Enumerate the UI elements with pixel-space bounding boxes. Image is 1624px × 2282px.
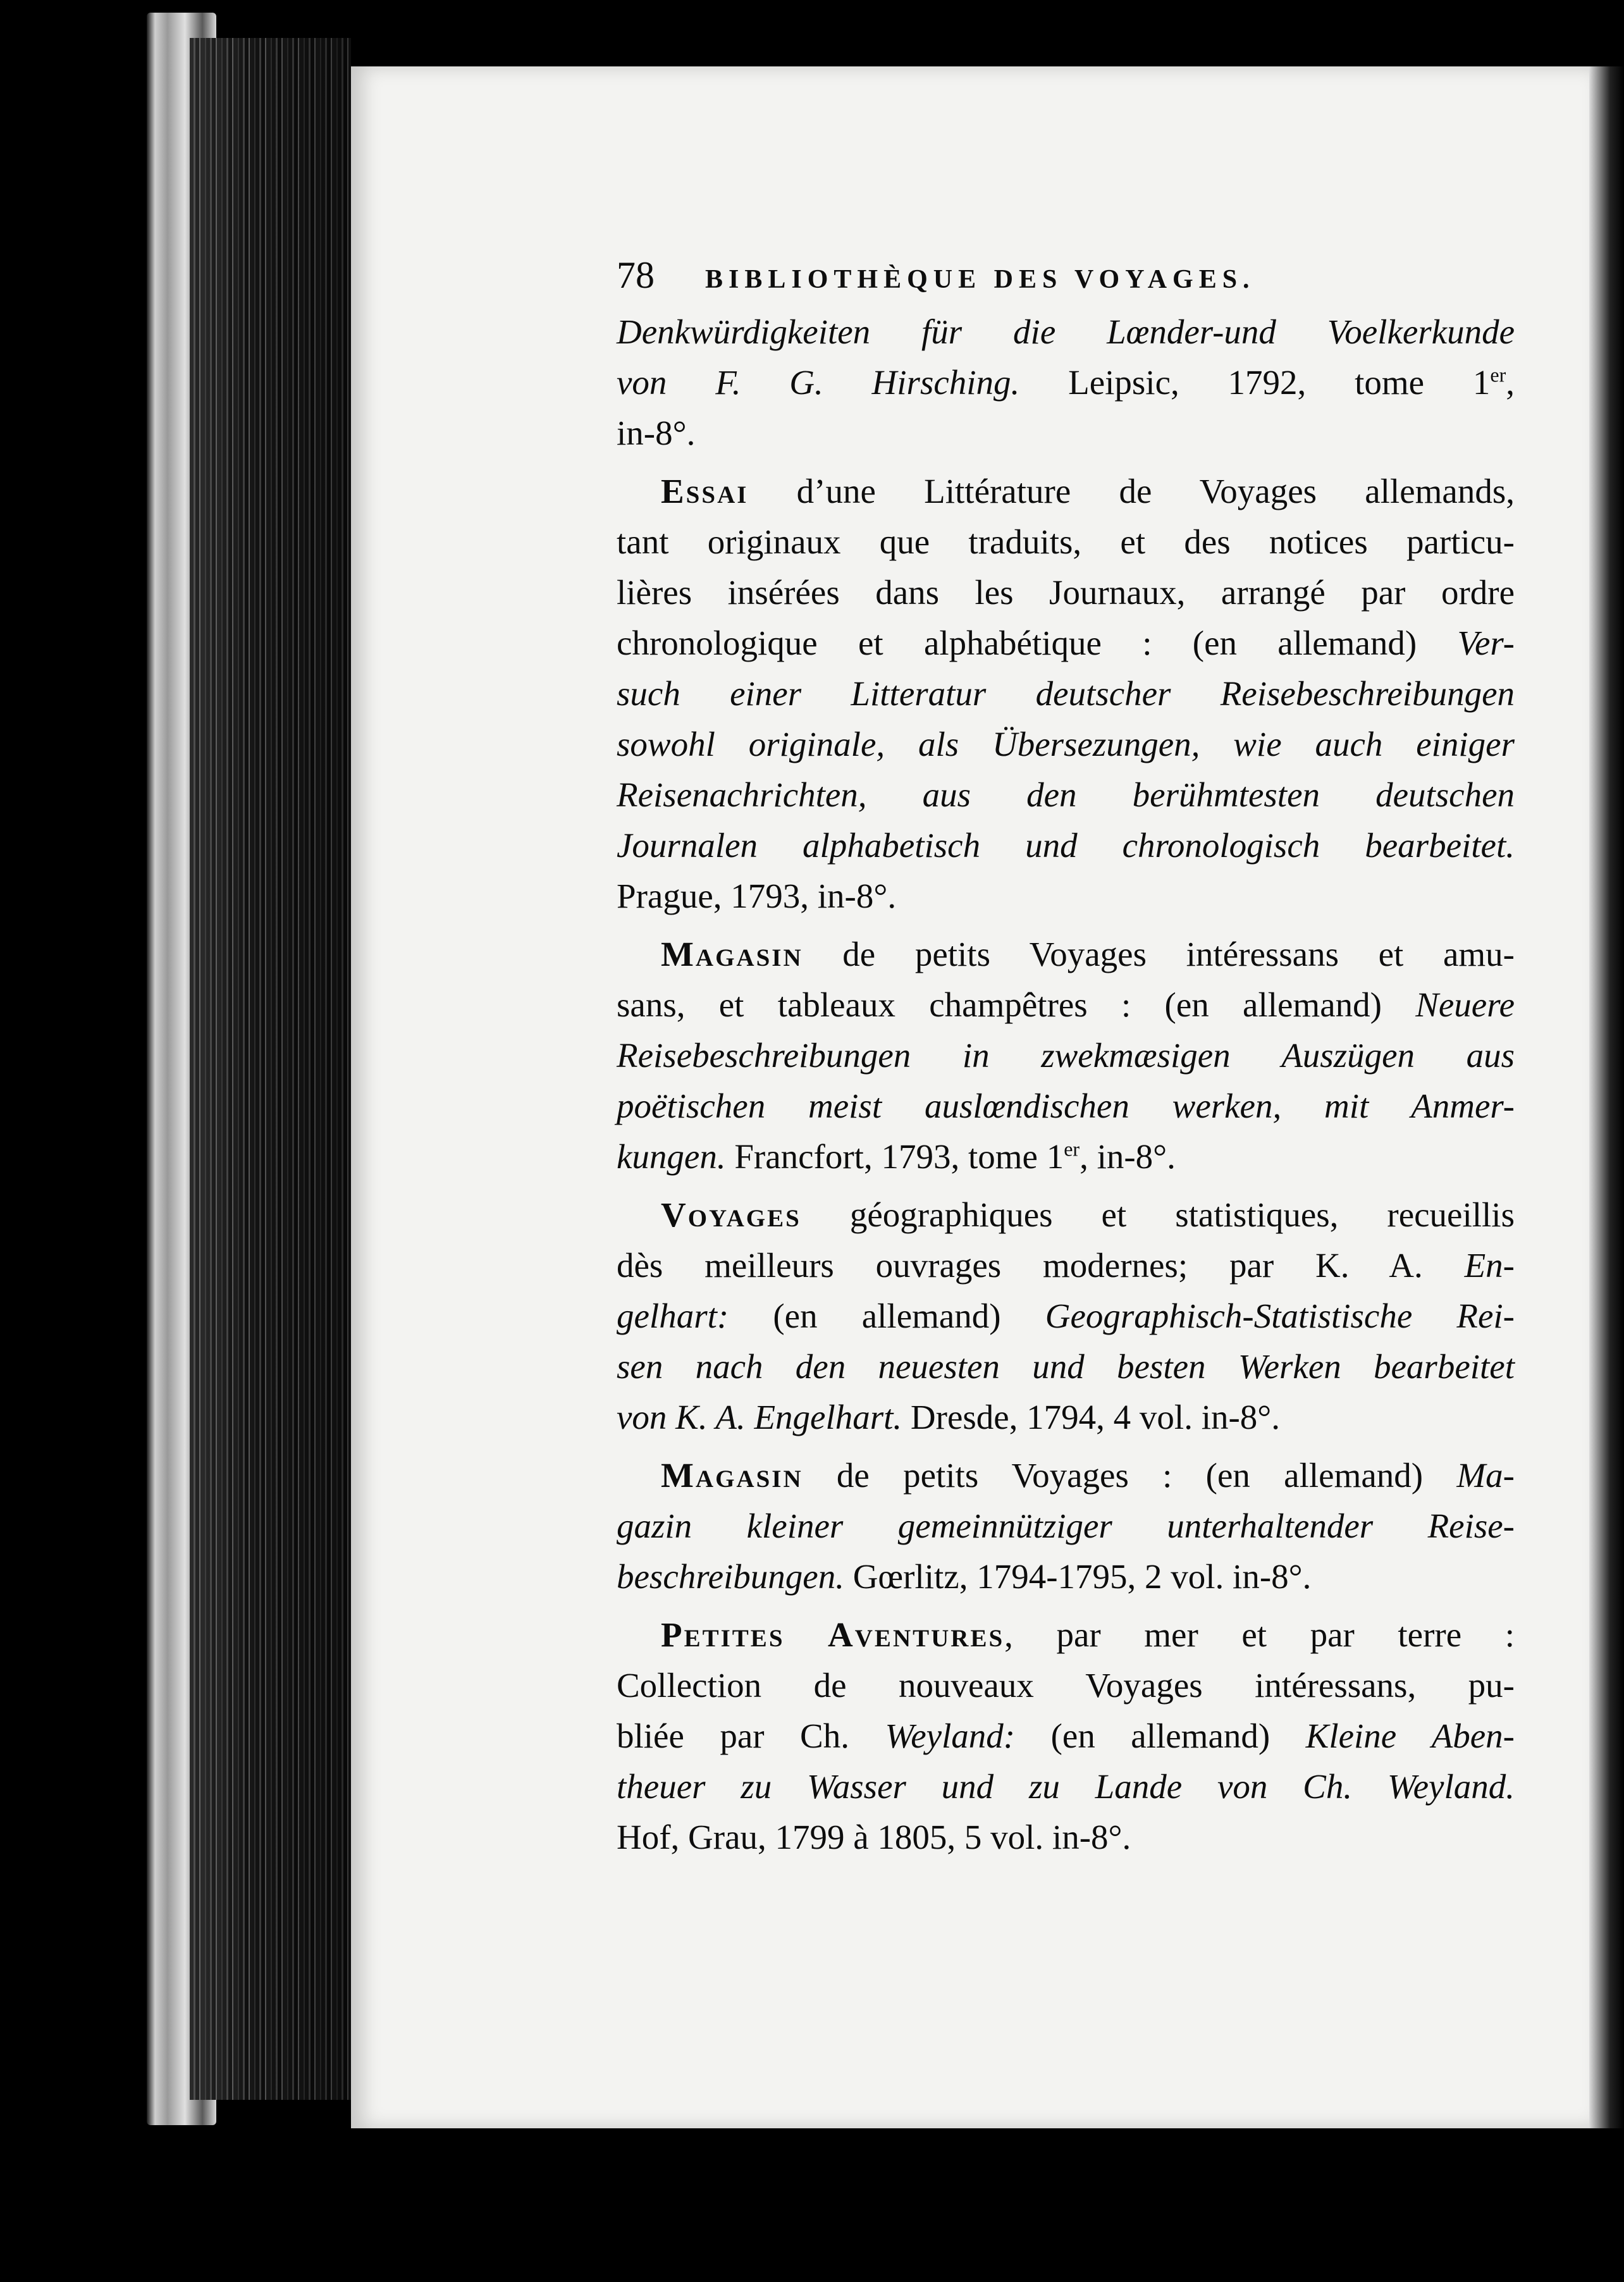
text-run: d’une Littérature de Voyages allemands, bbox=[748, 472, 1515, 510]
text-run: Leipsic, 1792, tome 1 bbox=[1019, 363, 1491, 402]
text-run: , par mer et par terre : bbox=[1004, 1615, 1515, 1654]
text-line bbox=[617, 1711, 1515, 1761]
text-run: de petits Voyages intéressans et amu- bbox=[803, 935, 1515, 973]
entry-keyword: Voyages bbox=[661, 1195, 801, 1234]
text-line bbox=[617, 770, 1515, 820]
bibliography-entry bbox=[617, 307, 1515, 459]
bibliography-entry bbox=[617, 1190, 1515, 1443]
text-line bbox=[617, 1761, 1515, 1812]
text-line bbox=[617, 408, 1515, 459]
text-run: dès meilleurs ouvrages modernes; par K. A. bbox=[617, 1246, 1465, 1285]
text-line bbox=[617, 1030, 1515, 1081]
bibliography-entries bbox=[617, 307, 1515, 1863]
italic-text: gelhart: bbox=[617, 1297, 729, 1335]
italic-text: kungen. bbox=[617, 1137, 726, 1176]
text-line bbox=[617, 1551, 1515, 1602]
italic-text: Reisebeschreibungen in zwekmæsigen Auszügen aus bbox=[617, 1036, 1515, 1075]
text-run: (en allemand) bbox=[1015, 1717, 1306, 1755]
entry-keyword: Magasin bbox=[661, 1456, 803, 1495]
text-line bbox=[617, 1240, 1515, 1291]
text-line bbox=[617, 871, 1515, 922]
italic-text: En- bbox=[1464, 1246, 1515, 1285]
page-stack-shading bbox=[190, 38, 351, 2100]
text-run: lières insérées dans les Journaux, arrangé par ordre bbox=[617, 573, 1515, 612]
italic-text: von K. A. Engelhart. bbox=[617, 1398, 902, 1436]
text-line bbox=[617, 357, 1515, 408]
text-line bbox=[617, 567, 1515, 618]
bibliography-entry bbox=[617, 1450, 1515, 1602]
page-paper bbox=[351, 66, 1589, 2128]
text-line bbox=[617, 929, 1515, 980]
italic-text: Geographisch-Statistische Rei- bbox=[1045, 1297, 1515, 1335]
italic-text: Ver- bbox=[1457, 624, 1515, 662]
italic-text: von F. G. Hirsching. bbox=[617, 363, 1020, 402]
italic-text: Neuere bbox=[1415, 985, 1515, 1024]
italic-text: Reisenachrichten, aus den berühmtesten deutschen bbox=[617, 775, 1515, 814]
bibliography-entry bbox=[617, 466, 1515, 922]
text-line bbox=[617, 1291, 1515, 1341]
italic-text: sen nach den neuesten und besten Werken bearbeitet bbox=[617, 1347, 1515, 1386]
text-run: Hof, Grau, 1799 à 1805, 5 vol. in-8°. bbox=[617, 1818, 1131, 1856]
text-run: , bbox=[1506, 363, 1515, 402]
italic-text: Journalen alphabetisch und chronologisch bearbeitet. bbox=[617, 826, 1515, 865]
page-content bbox=[617, 250, 1515, 1863]
text-line bbox=[617, 719, 1515, 770]
text-line bbox=[617, 1660, 1515, 1711]
text-line bbox=[617, 1132, 1515, 1182]
bibliography-entry bbox=[617, 1610, 1515, 1863]
running-title: BIBLIOTHÈQUE DES VOYAGES. bbox=[705, 265, 1255, 294]
text-line bbox=[617, 1812, 1515, 1863]
text-run: tant originaux que traduits, et des notices particu- bbox=[617, 522, 1515, 561]
italic-text: Kleine Aben- bbox=[1305, 1717, 1515, 1755]
text-run: Collection de nouveaux Voyages intéressans, pu- bbox=[617, 1666, 1515, 1705]
italic-text: theuer zu Wasser und zu Lande von Ch. Weyland. bbox=[617, 1767, 1515, 1806]
page-number: 78 bbox=[617, 254, 655, 296]
text-line bbox=[617, 307, 1515, 357]
text-run: Dresde, 1794, 4 vol. in-8°. bbox=[902, 1398, 1281, 1436]
text-line bbox=[617, 980, 1515, 1030]
italic-text: sowohl originale, als Übersezungen, wie auch einiger bbox=[617, 725, 1515, 763]
text-line bbox=[617, 1392, 1515, 1443]
entry-keyword: Magasin bbox=[661, 935, 803, 973]
entry-keyword: Petites Aventures bbox=[661, 1615, 1005, 1654]
italic-text: poëtischen meist auslœndischen werken, mit Anmer- bbox=[617, 1087, 1515, 1125]
entry-keyword: Essai bbox=[661, 472, 749, 510]
text-line bbox=[617, 1610, 1515, 1660]
text-line bbox=[617, 1081, 1515, 1132]
text-line bbox=[617, 1450, 1515, 1501]
text-line bbox=[617, 618, 1515, 669]
text-run: bliée par Ch. bbox=[617, 1717, 885, 1755]
italic-text: Denkwürdigkeiten für die Lœnder-und Voelkerkunde bbox=[617, 312, 1515, 351]
italic-text: beschreibungen. bbox=[617, 1557, 844, 1596]
page-right-rim bbox=[1589, 66, 1624, 2128]
text-run: Prague, 1793, in-8°. bbox=[617, 877, 897, 915]
text-line bbox=[617, 1341, 1515, 1392]
text-line bbox=[617, 1501, 1515, 1551]
text-line bbox=[617, 1190, 1515, 1240]
text-run: , in-8°. bbox=[1080, 1137, 1176, 1176]
italic-text: such einer Litteratur deutscher Reisebeschreibungen bbox=[617, 674, 1515, 713]
running-head bbox=[617, 250, 1515, 307]
text-run: géographiques et statistiques, recueillis bbox=[801, 1195, 1515, 1234]
superscript: er bbox=[1064, 1137, 1080, 1161]
text-run: de petits Voyages : (en allemand) bbox=[803, 1456, 1457, 1495]
bibliography-entry bbox=[617, 929, 1515, 1182]
text-line bbox=[617, 517, 1515, 567]
text-run: (en allemand) bbox=[729, 1297, 1045, 1335]
text-run: Francfort, 1793, tome 1 bbox=[725, 1137, 1064, 1176]
text-run: Gœrlitz, 1794-1795, 2 vol. in-8°. bbox=[844, 1557, 1312, 1596]
italic-text: Weyland: bbox=[885, 1717, 1016, 1755]
italic-text: gazin kleiner gemeinnütziger unterhaltender Reise- bbox=[617, 1507, 1515, 1545]
text-run: in-8°. bbox=[617, 414, 696, 452]
superscript: er bbox=[1490, 363, 1506, 386]
text-run: chronologique et alphabétique : (en allemand) bbox=[617, 624, 1458, 662]
text-line bbox=[617, 669, 1515, 719]
italic-text: Ma- bbox=[1456, 1456, 1515, 1495]
text-run: sans, et tableaux champêtres : (en allemand) bbox=[617, 985, 1416, 1024]
text-line bbox=[617, 466, 1515, 517]
text-line bbox=[617, 820, 1515, 871]
